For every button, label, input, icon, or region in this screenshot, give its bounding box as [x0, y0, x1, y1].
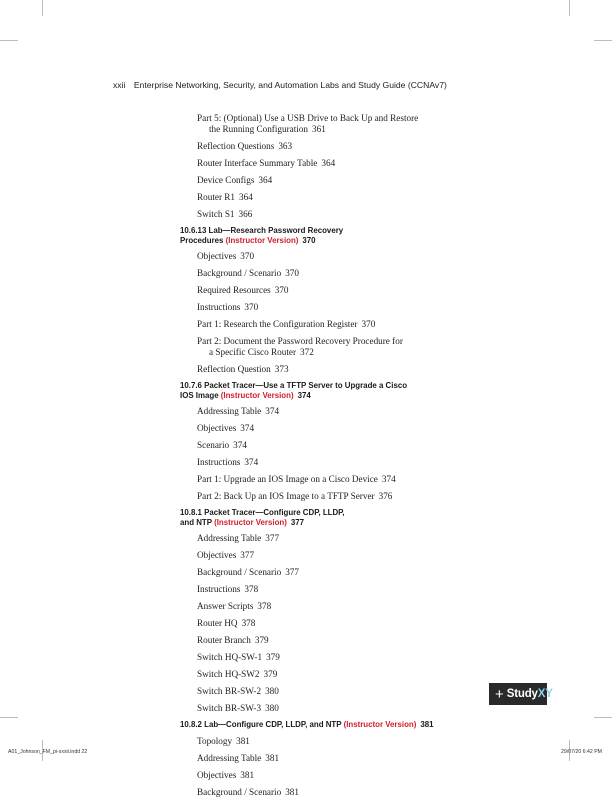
toc-page-number: 377 — [265, 533, 280, 543]
toc-page-number: 379 — [263, 669, 278, 679]
toc-page-number: 381 — [420, 720, 434, 729]
toc-entry-title: Router HQ — [197, 618, 238, 628]
toc-entry — [197, 787, 537, 798]
crop-mark — [42, 0, 43, 16]
toc-entry — [197, 268, 537, 279]
toc-page-number: 361 — [312, 124, 326, 134]
toc-page-number: 377 — [240, 550, 255, 560]
toc-page-number: 379 — [254, 635, 269, 645]
toc-entry-title: Objectives — [197, 251, 237, 261]
toc-entry-title: Part 2: Document the Password Recovery Procedure for — [197, 336, 403, 346]
toc-page-number: 374 — [240, 423, 255, 433]
toc-entry — [197, 770, 537, 781]
toc-section-heading — [180, 508, 537, 527]
toc-entry-title: Part 2: Back Up an IOS Image to a TFTP Server — [197, 491, 375, 501]
toc-entry — [197, 113, 537, 135]
toc-entry-title: Router Interface Summary Table — [197, 158, 318, 168]
toc-page-number: 381 — [240, 769, 255, 780]
toc-page-number: 376 — [378, 491, 393, 501]
toc-entry — [197, 584, 537, 595]
toc-entry-title: Topology — [197, 735, 233, 746]
instructor-version-tag: (Instructor Version) — [214, 517, 287, 527]
toc-entry-title-cont: the Running Configuration — [209, 124, 309, 134]
toc-entry — [197, 440, 537, 451]
toc-entry-title: Part 1: Upgrade an IOS Image on a Cisco Device — [197, 474, 378, 484]
print-slug-date: 29/07/20 6:42 PM — [561, 749, 602, 755]
toc-page-number: 370 — [285, 268, 299, 278]
toc-entry-title: Device Configs — [197, 175, 255, 185]
section-title-cont: and NTP — [180, 517, 212, 527]
section-title-cont: Procedures — [180, 235, 224, 245]
section-title-cont: IOS Image — [180, 390, 219, 400]
print-slug-file: A01_Johnson_FM_pi-xxxii.indd 22 — [8, 749, 88, 755]
toc-entry-title: Part 1: Research the Configuration Register — [197, 319, 358, 329]
toc-entry-title: Background / Scenario — [197, 268, 282, 278]
toc-page-number: 363 — [278, 141, 293, 151]
toc-entry-title: Router R1 — [197, 192, 236, 202]
toc-entry — [197, 406, 537, 417]
toc-entry — [197, 686, 537, 697]
toc-entry — [197, 635, 537, 646]
toc-entry — [197, 753, 537, 764]
toc-page-number: 374 — [297, 390, 311, 400]
toc-entry — [197, 319, 537, 330]
toc-section-heading — [180, 226, 537, 245]
toc-entry — [197, 423, 537, 434]
instructor-version-tag: (Instructor Version) — [225, 235, 299, 245]
toc-page-number: 370 — [244, 302, 259, 312]
toc-entry — [197, 652, 537, 663]
toc-entry-title: Objectives — [197, 423, 237, 433]
book-title: Enterprise Networking, Security, and Automation Labs and Study Guide (CCNAv7) — [133, 80, 447, 90]
crop-mark — [569, 0, 570, 16]
toc-page-number: 380 — [265, 703, 279, 713]
toc-entry — [197, 457, 537, 468]
toc-entry — [197, 141, 537, 152]
toc-entry — [197, 175, 537, 186]
toc-entry-title: Switch HQ-SW2 — [197, 669, 260, 679]
toc-entry — [197, 302, 537, 313]
toc-page-number: 381 — [285, 786, 299, 797]
section-title: 10.7.6 Packet Tracer—Use a TFTP Server to Upgrade a Cisco — [180, 381, 408, 390]
toc-page-number: 378 — [257, 601, 272, 611]
toc-section-heading — [180, 381, 537, 400]
toc-page-number: 377 — [285, 567, 299, 577]
instructor-version-tag: (Instructor Version) — [343, 720, 417, 729]
toc-page-number: 378 — [244, 584, 259, 594]
toc-page-number: 373 — [274, 364, 289, 374]
toc-entry — [197, 285, 537, 296]
toc-entry-title: Required Resources — [197, 285, 271, 295]
toc-page-number: 370 — [274, 285, 289, 295]
running-header — [113, 80, 447, 90]
toc-entry-title: Part 5: (Optional) Use a USB Drive to Back Up and Restore — [197, 113, 419, 123]
toc-page-number: 370 — [240, 251, 255, 261]
toc-page-number: 374 — [233, 440, 247, 450]
page-number: xxii — [113, 80, 126, 90]
toc-entry — [197, 703, 537, 714]
toc-page-number: 374 — [244, 457, 259, 467]
toc-page-number: 380 — [265, 686, 279, 696]
toc-entry — [197, 736, 537, 747]
toc-entry — [197, 336, 537, 358]
plus-icon: + — [495, 685, 504, 703]
toc-entry — [197, 491, 537, 502]
section-title: 10.8.2 Lab—Configure CDP, LLDP, and NTP — [180, 720, 342, 729]
toc-page-number: 374 — [265, 406, 280, 416]
section-title: 10.8.1 Packet Tracer—Configure CDP, LLDP, — [180, 508, 345, 517]
toc-entry-title: Objectives — [197, 550, 237, 560]
toc-page-number: 370 — [361, 319, 376, 329]
toc-entry-title: Reflection Questions — [197, 141, 275, 151]
toc-page-number: 370 — [302, 235, 316, 245]
toc-entry-title: Router Branch — [197, 635, 251, 645]
toc-entry-title: Instructions — [197, 302, 241, 312]
instructor-version-tag: (Instructor Version) — [220, 390, 294, 400]
toc-entry — [197, 618, 537, 629]
toc-entry — [197, 567, 537, 578]
toc-page-number: 364 — [258, 175, 273, 185]
toc-section-heading — [180, 720, 537, 730]
toc-entry — [197, 550, 537, 561]
section-title: 10.6.13 Lab—Research Password Recovery — [180, 226, 344, 235]
toc-entry-title: Addressing Table — [197, 752, 262, 763]
toc-entry-title: Switch HQ-SW-1 — [197, 652, 263, 662]
toc-entry — [197, 533, 537, 544]
toc-page-number: 381 — [265, 752, 280, 763]
toc-page-number: 366 — [238, 209, 253, 219]
toc-entry-title: Instructions — [197, 584, 241, 594]
toc-page-number: 377 — [290, 517, 305, 527]
toc-entry-title: Instructions — [197, 457, 241, 467]
toc-page-number: 364 — [321, 158, 336, 168]
toc-page-number: 374 — [381, 474, 396, 484]
toc-entry-title: Background / Scenario — [197, 786, 282, 797]
toc-entry — [197, 251, 537, 262]
toc-page-number: 378 — [241, 618, 256, 628]
toc-entry-title: Scenario — [197, 440, 230, 450]
toc-entry-title: Reflection Question — [197, 364, 271, 374]
crop-mark — [594, 717, 612, 718]
toc-entry-title: Switch S1 — [197, 209, 235, 219]
toc-entry-title: Addressing Table — [197, 406, 262, 416]
toc-page-number: 372 — [300, 347, 314, 357]
toc-entry-title: Answer Scripts — [197, 601, 254, 611]
logo-text: StudyXY — [506, 688, 553, 700]
toc-page-number: 379 — [266, 652, 280, 662]
toc-entry-title: Switch BR-SW-3 — [197, 703, 262, 713]
toc-page-number: 364 — [239, 192, 253, 202]
toc-entry — [197, 209, 537, 220]
crop-mark — [0, 717, 18, 718]
crop-mark — [0, 40, 18, 41]
toc-entry — [197, 192, 537, 203]
toc-entry-title-cont: a Specific Cisco Router — [209, 347, 297, 357]
toc-entry — [197, 669, 537, 680]
toc-entry — [197, 364, 537, 375]
crop-mark — [594, 40, 612, 41]
toc-entry — [197, 474, 537, 485]
studyxy-logo — [489, 683, 553, 705]
table-of-contents — [180, 113, 537, 804]
toc-entry-title: Background / Scenario — [197, 567, 282, 577]
toc-entry-title: Addressing Table — [197, 533, 262, 543]
toc-entry — [197, 158, 537, 169]
toc-page-number: 381 — [236, 735, 250, 746]
toc-entry — [197, 601, 537, 612]
toc-entry-title: Switch BR-SW-2 — [197, 686, 262, 696]
toc-entry-title: Objectives — [197, 769, 237, 780]
